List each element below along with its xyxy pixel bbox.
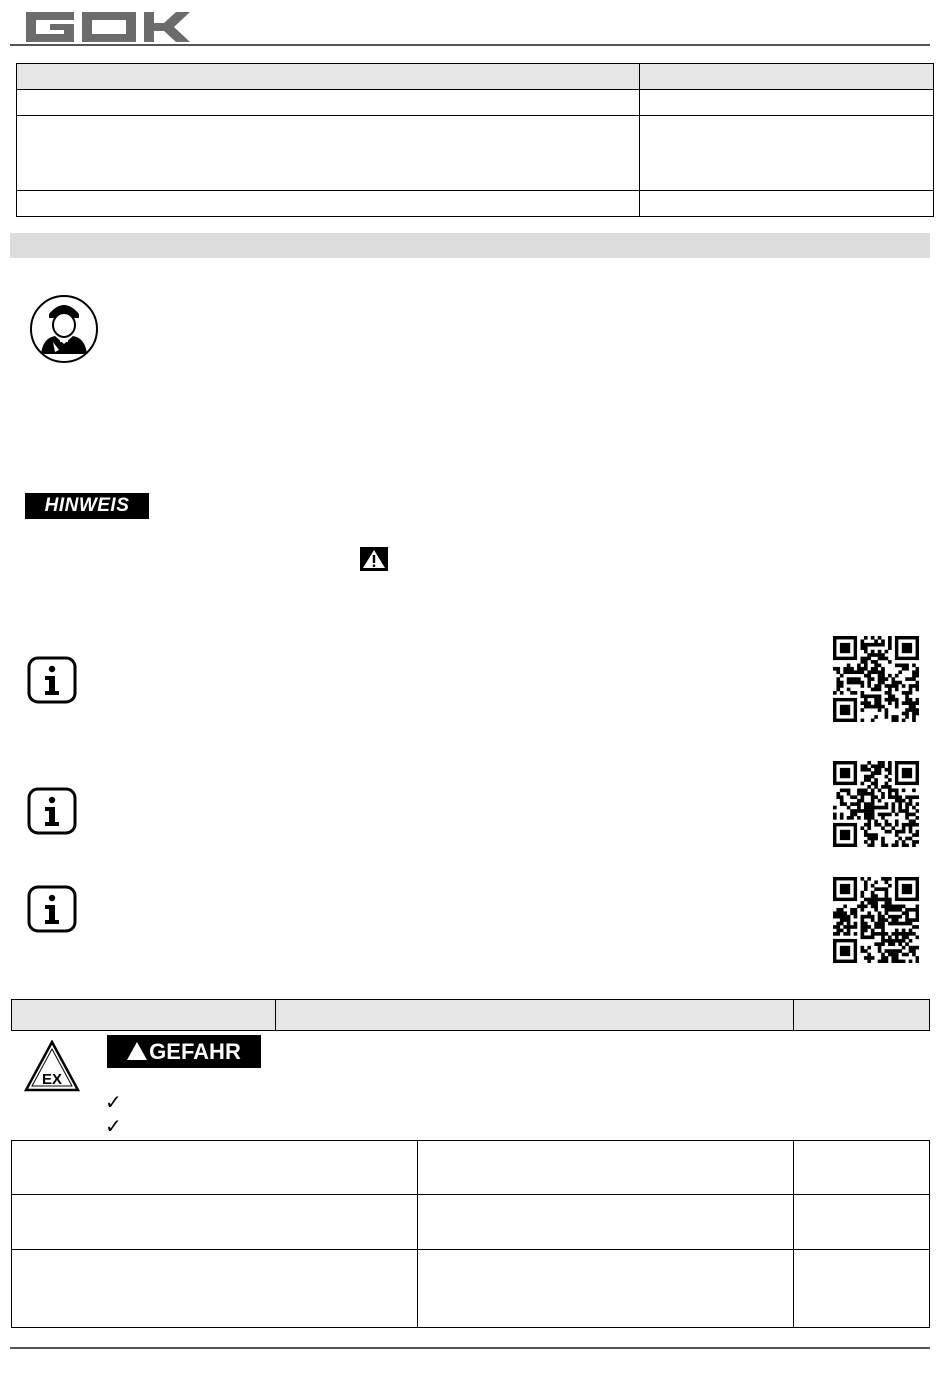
qr-code-icon	[833, 877, 919, 963]
table-cell	[17, 191, 640, 217]
qr-code-icon	[833, 636, 919, 722]
table-header-cell	[640, 64, 934, 90]
table-row	[17, 191, 934, 217]
info-icon	[27, 656, 77, 704]
company-logo	[24, 8, 204, 44]
table-header-row	[12, 1000, 930, 1031]
check-icon: ✓	[105, 1092, 122, 1114]
table-cell	[17, 116, 640, 191]
table-row	[17, 116, 934, 191]
explosion-hazard-icon	[24, 1040, 80, 1092]
warning-triangle-icon: !	[127, 1042, 147, 1060]
table-cell	[640, 191, 934, 217]
table-cell	[12, 1195, 418, 1250]
table-row	[17, 90, 934, 116]
table-header-cell	[794, 1000, 930, 1031]
footer-rule	[10, 1347, 930, 1349]
table-cell	[794, 1141, 930, 1195]
section-heading-bar	[10, 233, 930, 258]
table-cell	[640, 116, 934, 191]
info-icon	[27, 885, 77, 933]
table-header-cell	[276, 1000, 794, 1031]
table-header-cell	[17, 64, 640, 90]
table-header-cell	[12, 1000, 276, 1031]
warning-triangle-icon	[360, 547, 388, 571]
table-cell	[12, 1250, 418, 1328]
table-cell	[640, 90, 934, 116]
info-table	[16, 63, 934, 217]
info-icon	[27, 787, 77, 835]
section-header-table	[11, 999, 930, 1031]
hinweis-label: HINWEIS	[25, 493, 149, 519]
ex-label: EX	[41, 1071, 63, 1088]
table-cell	[418, 1141, 794, 1195]
gok-logo-icon	[24, 8, 204, 44]
danger-table	[11, 1140, 930, 1328]
header-rule	[10, 44, 930, 46]
table-cell	[12, 1141, 418, 1195]
table-row	[12, 1141, 930, 1195]
table-header-row	[17, 64, 934, 90]
technician-icon	[29, 294, 99, 364]
table-row	[12, 1195, 930, 1250]
table-cell	[17, 90, 640, 116]
table-cell	[794, 1195, 930, 1250]
gefahr-label	[107, 1035, 261, 1068]
qr-code-icon	[833, 761, 919, 847]
table-cell	[418, 1250, 794, 1328]
table-cell	[418, 1195, 794, 1250]
check-icon: ✓	[105, 1116, 122, 1138]
gefahr-text: GEFAHR	[149, 1039, 241, 1064]
table-row	[12, 1250, 930, 1328]
table-cell	[794, 1250, 930, 1328]
